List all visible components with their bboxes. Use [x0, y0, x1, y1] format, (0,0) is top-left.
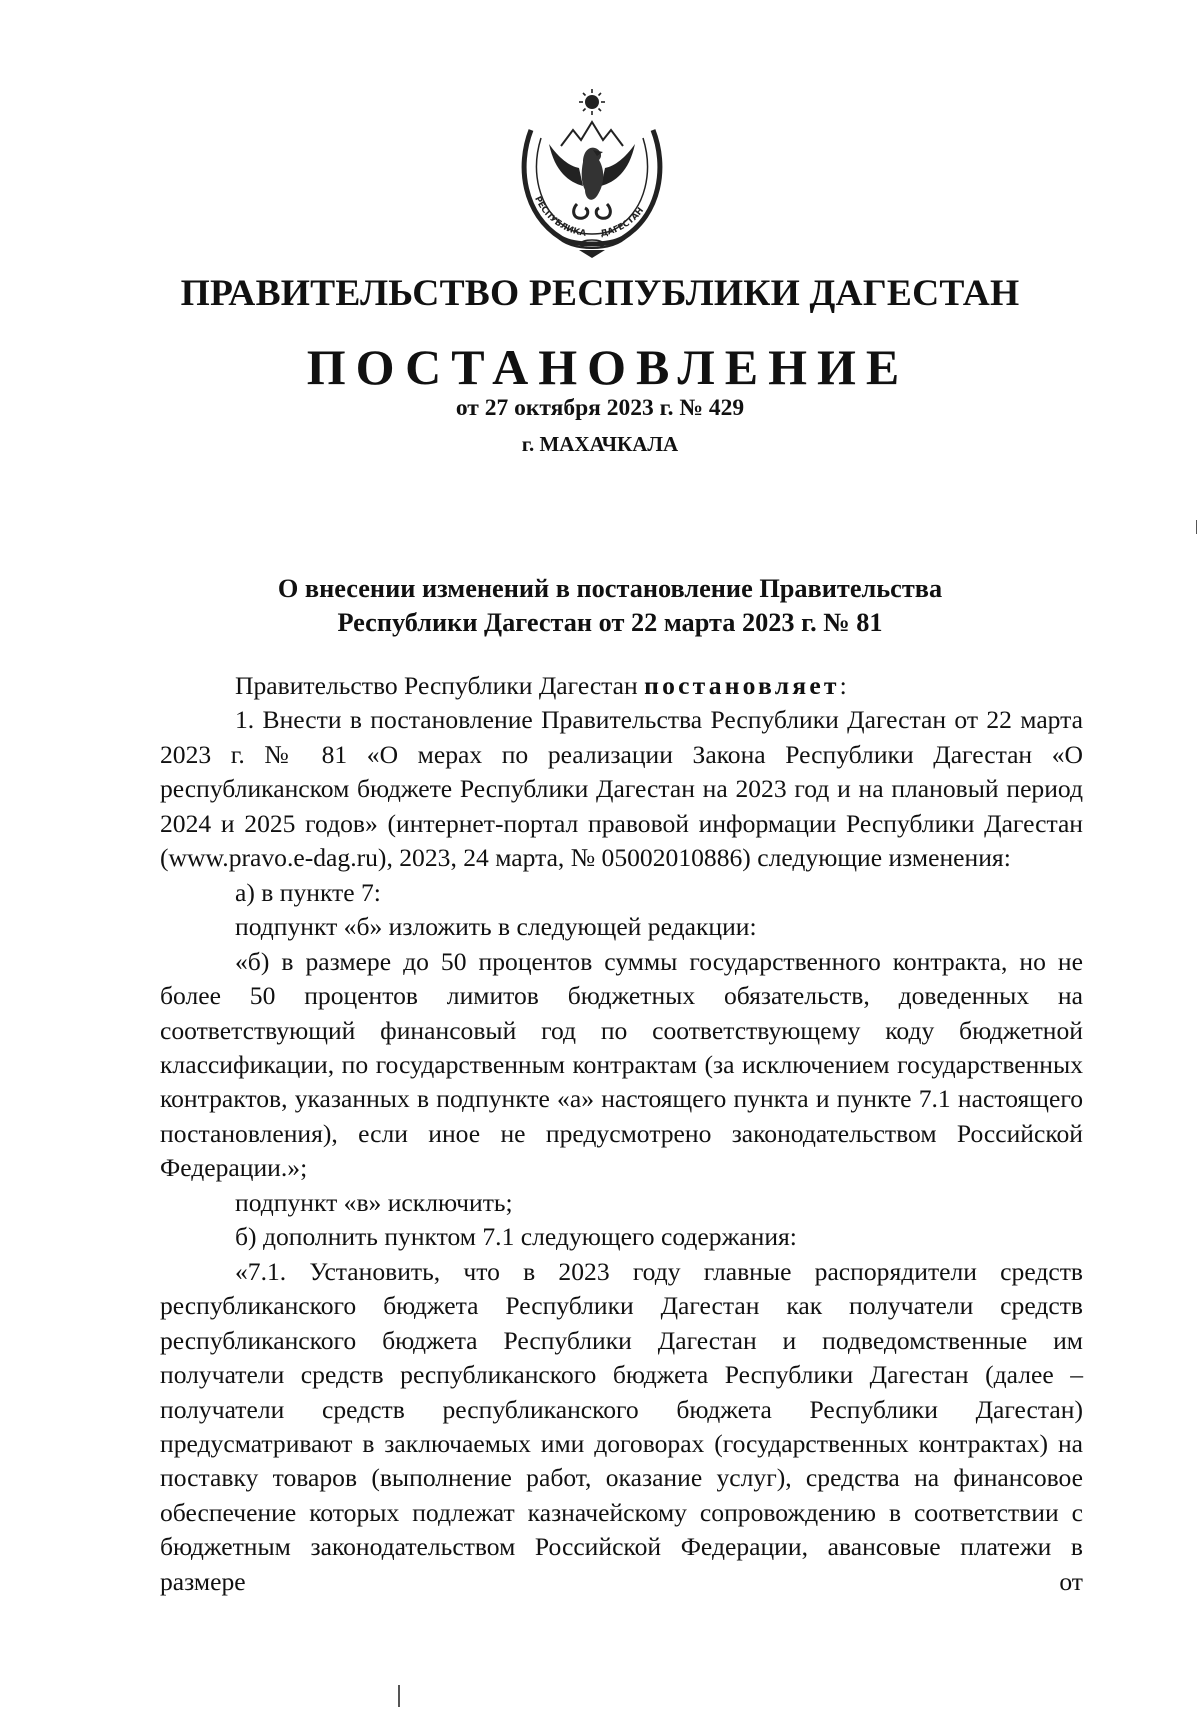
coat-of-arms-emblem	[509, 86, 675, 260]
scan-mark	[398, 1685, 400, 1707]
city: г. МАХАЧКАЛА	[521, 432, 679, 456]
scan-mark	[1196, 520, 1197, 534]
government-title: ПРАВИТЕЛЬСТВО РЕСПУБЛИКИ ДАГЕСТАН	[180, 273, 1020, 314]
clause-b: б) дополнить пунктом 7.1 следующего содержания:	[235, 1222, 797, 1252]
subject-line-1: О внесении изменений в постановление Правительства	[277, 574, 943, 603]
subclause-v: подпункт «в» исключить;	[235, 1187, 513, 1217]
date-and-number: от 27 октября 2023 г. № 429	[455, 395, 745, 421]
subclause-b-text: «б) в размере до 50 процентов суммы государственного контракта, но не более 50 процентов лимитов бюджетных обязательств, доведенных на соответствующий финансовый год по соответствующему коду бюджетной классификации, по государственным контрактам (за исключением государственных контрактов, указанных в подпункте «а» настоящего пункта и пункте 7.1 настоящего постановления), если иное не предусмотрено законодательством Российской Федерации.»;	[160, 946, 1083, 1183]
document-type-title: ПОСТАНОВЛЕНИЕ	[306, 339, 910, 395]
subject-line-2: Республики Дагестан от 22 марта 2023 г. № 81	[337, 607, 883, 637]
point-7-1: «7.1. Установить, что в 2023 году главные распорядители средств республиканского бюджета Республики Дагестан как получатели средств республиканского бюджета Республики Дагестан и подведомственные им получатели средств республиканского бюджета Республики Дагестан (далее – получатели средств республиканского бюджета Республики Дагестан) предусматривают в заключаемых ими договорах (государственных контрактах) на поставку товаров (выполнение работ, оказание услуг), средства на финансовое обеспечение которых подлежат казначейскому сопровождению в соответствии с бюджетным законодательством Российской Федерации, авансовые платежи в размере от	[160, 1256, 1083, 1596]
clause-1: 1. Внести в постановление Правительства Республики Дагестан от 22 марта 2023 г. № 81 «О мерах по реализации Закона Республики Дагестан «О республиканском бюджете Республики Дагестан на 2023 год и на плановый период 2024 и 2025 годов» (интернет-портал правовой информации Республики Дагестан (www.pravo.e-dag.ru), 2023, 24 марта, № 05002010886) следующие изменения:	[160, 705, 1083, 873]
svg-text:ДАГЕСТАН: ДАГЕСТАН	[599, 205, 647, 240]
document-subject	[160, 572, 1060, 639]
subclause-b-intro: подпункт «б» изложить в следующей редакции:	[235, 912, 757, 942]
preamble: Правительство Республики Дагестан постановляет:	[235, 671, 847, 700]
document-body	[160, 669, 1083, 1599]
clause-a: а) в пункте 7:	[235, 877, 381, 907]
svg-text:РЕСПУБЛИКА: РЕСПУБЛИКА	[532, 195, 587, 239]
sun-icon	[579, 89, 605, 115]
